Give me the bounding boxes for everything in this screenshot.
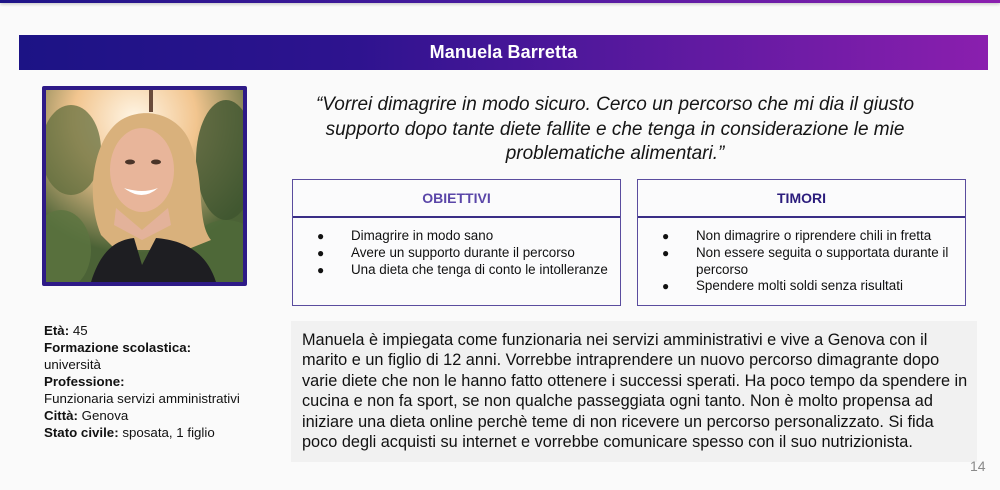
- list-item-text: Avere un supporto durante il percorso: [351, 244, 575, 260]
- profession-label-row: [44, 373, 284, 390]
- fears-box: [637, 179, 966, 306]
- education-label: Formazione scolastica:: [44, 340, 192, 355]
- objectives-list: [293, 218, 620, 278]
- marital-row: [44, 424, 284, 441]
- persona-profile: [44, 322, 284, 441]
- persona-name-banner: [19, 35, 988, 70]
- portrait-photo-icon: [46, 90, 243, 282]
- marital-label: Stato civile:: [44, 425, 119, 440]
- list-item: [317, 245, 612, 262]
- persona-quote: “Vorrei dimagrire in modo sicuro. Cerco un percorso che mi dia il giusto supporto dopo tante diete fallite e che tenga in considerazione le mie problematiche alimentari.”: [315, 94, 915, 164]
- profession-label: Professione:: [44, 374, 125, 389]
- list-item: [317, 262, 612, 279]
- bullet-icon: ●: [662, 279, 670, 294]
- education-label-row: [44, 339, 284, 356]
- list-item-text: Una dieta che tenga di conto le intolleranze: [351, 261, 608, 277]
- list-item-text: Non essere seguita o supportata durante il percorso: [696, 244, 949, 277]
- persona-name: Manuela Barretta: [429, 42, 578, 62]
- objectives-title: OBIETTIVI: [293, 180, 620, 218]
- profession-value: Funzionaria servizi amministrativi: [44, 391, 240, 406]
- marital-value: sposata, 1 figlio: [118, 425, 215, 440]
- city-label: Città:: [44, 408, 78, 423]
- city-row: [44, 407, 284, 424]
- top-accent-line: [0, 0, 1000, 3]
- education-value: università: [44, 357, 101, 372]
- age-value: 45: [69, 323, 88, 338]
- bullet-icon: ●: [662, 245, 670, 260]
- page-number: 14: [970, 458, 986, 474]
- age-label: Età:: [44, 323, 70, 338]
- list-item-text: Non dimagrire o riprendere chili in fretta: [696, 228, 932, 243]
- fears-title: TIMORI: [638, 180, 965, 218]
- list-item: [662, 245, 957, 279]
- persona-description: Manuela è impiegata come funzionaria nei servizi amministrativi e vive a Genova con il marito e un figlio di 12 anni. Vorrebbe intraprendere un nuovo percorso dimagrante dopo varie diete che non le hanno fatto ottenere i successi sperati. Ha poco tempo da spendere in cucina e non fa sport, se non qualche passeggiata ogni tanto. Non è molto propensa ad iniziare una dieta online perchè teme di non ricevere un percorso personalizzato. Si fida poco degli acquisti su internet e vorrebbe comunicare spesso con il suo nutrizionista.: [291, 321, 977, 462]
- objectives-box: [292, 179, 621, 306]
- bullet-icon: ●: [662, 229, 670, 243]
- list-item-text: Dimagrire in modo sano: [351, 228, 494, 243]
- city-value: Genova: [77, 408, 129, 423]
- bullet-icon: ●: [317, 262, 325, 277]
- persona-photo: [42, 86, 247, 286]
- bullet-icon: ●: [317, 245, 325, 260]
- list-item: [662, 278, 957, 295]
- list-item: [662, 228, 957, 245]
- list-item: [317, 228, 612, 245]
- fears-list: [638, 218, 965, 295]
- list-item-text: Spendere molti soldi senza risultati: [696, 278, 903, 294]
- age-row: [44, 322, 284, 339]
- bullet-icon: ●: [317, 229, 325, 243]
